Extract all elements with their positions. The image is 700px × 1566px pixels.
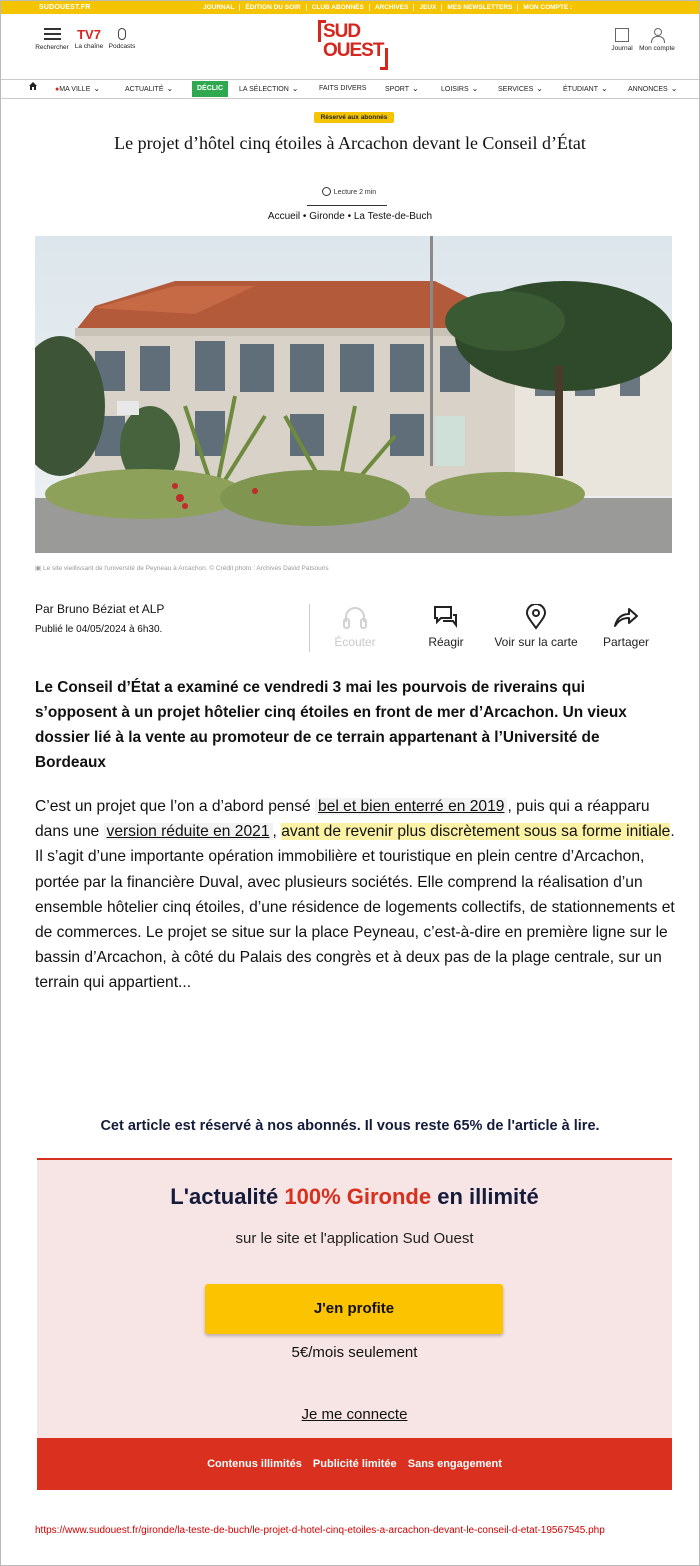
chevron-down-icon: ⌄ [291, 84, 299, 93]
perk-item: Publicité limitée [312, 1458, 397, 1470]
map-label: Voir sur la carte [494, 635, 578, 649]
paywall-box [37, 1158, 672, 1488]
perk-item: Sans engagement [407, 1458, 502, 1470]
publish-date: Publié le 04/05/2024 à 6h30. [35, 624, 163, 635]
user-icon [650, 28, 664, 42]
nav-declic[interactable]: DÉCLIC [192, 81, 228, 97]
top-link-edition-du-soir[interactable]: ÉDITION DU SOIR [239, 4, 305, 11]
podcasts-button[interactable] [105, 28, 139, 50]
nav-label: ACTUALITÉ [125, 86, 164, 93]
chevron-down-icon: ⌄ [471, 84, 479, 93]
search-menu-button[interactable] [34, 28, 70, 51]
nav-label: SERVICES [498, 86, 534, 93]
nav-label: LOISIRS [441, 86, 469, 93]
home-icon[interactable] [28, 80, 38, 98]
logo-line-sud: SUD [323, 21, 361, 42]
logo-line-ouest: OUEST [323, 40, 384, 61]
chat-bubbles-icon [422, 604, 470, 630]
tv7-button[interactable] [71, 27, 107, 50]
top-link-jeux[interactable]: JEUX [413, 4, 441, 11]
journal-button[interactable] [607, 28, 637, 52]
newspaper-icon [615, 28, 629, 42]
nav-ma-ville[interactable] [55, 80, 100, 98]
top-link-club-abonnes[interactable]: CLUB ABONNÉS [306, 4, 369, 11]
top-link-newsletters[interactable]: MES NEWSLETTERS [441, 4, 517, 11]
chevron-down-icon: ⌄ [166, 84, 174, 93]
tv7-label: La chaîne [74, 43, 104, 50]
paywall-title-part: L'actualité [170, 1184, 279, 1209]
chevron-down-icon: ⌄ [601, 84, 608, 93]
share-button[interactable] [598, 604, 654, 649]
logo-bracket-left [318, 20, 321, 42]
podcasts-label: Podcasts [108, 43, 136, 50]
nav-label: ÉTUDIANT [563, 86, 598, 93]
nav-etudiant[interactable] [563, 80, 608, 98]
article-photo [35, 236, 672, 553]
read-time-label: Lecture 2 min [333, 189, 377, 196]
map-pin-icon [488, 604, 584, 630]
chevron-down-icon: ⌄ [536, 84, 543, 93]
top-link-journal[interactable]: JOURNAL [203, 4, 235, 11]
article-body [35, 794, 675, 996]
journal-label: Journal [611, 45, 633, 52]
react-label: Réagir [428, 635, 464, 649]
chevron-down-icon: ⌄ [93, 84, 101, 93]
read-time-divider [307, 205, 387, 206]
nav-sport[interactable] [385, 80, 419, 98]
map-button[interactable] [488, 604, 584, 649]
paywall-title-part: en illimité [437, 1184, 539, 1209]
photo-caption-text: Le site vieillissant de l'université de Peyneau à Arcachon. © Crédit photo : Archives David Patsouris [42, 565, 329, 572]
paywall-perks [37, 1438, 672, 1490]
perk-item: Contenus illimités [207, 1458, 302, 1470]
body-text: , [272, 823, 277, 841]
hamburger-menu-icon [44, 28, 61, 40]
search-label: Rechercher [35, 44, 69, 51]
body-text: C’est un projet que l’on a d’abord pensé [35, 798, 311, 815]
read-time [310, 187, 388, 196]
site-header [1, 14, 699, 79]
main-nav [1, 79, 699, 99]
link-version-reduite-2021[interactable]: version réduite en 2021 [104, 823, 273, 840]
clock-icon [322, 187, 331, 196]
top-links [198, 1, 577, 14]
article-lead: Le Conseil d’État a examiné ce vendredi 3 mai les pourvois de riverains qui s’opposent à un projet hôtelier cinq étoiles en front de mer d’Arcachon. Un vieux dossier lié à la vente au promoteur de ce terrain appartenant à l’Université de Bordeaux [35, 679, 627, 771]
page-url: https://www.sudouest.fr/gironde/la-teste-de-buch/le-projet-d-hotel-cinq-etoiles-a-arcachon-devant-le-conseil-d-etat-19567545.php [35, 1525, 605, 1536]
nav-services[interactable] [498, 80, 543, 98]
microphone-icon [118, 28, 126, 40]
nav-faits-divers[interactable]: FAITS DIVERS [319, 85, 367, 92]
photo-caption [35, 564, 329, 572]
camera-icon: ▣ [35, 565, 43, 572]
share-label: Partager [602, 635, 650, 649]
chevron-down-icon: ⌄ [670, 84, 678, 93]
account-label: Mon compte [639, 45, 675, 52]
login-link[interactable]: Je me connecte [301, 1406, 408, 1423]
subscribe-button[interactable]: J'en profite [205, 1284, 503, 1334]
sud-ouest-logo[interactable] [318, 20, 388, 72]
nav-label: MA VILLE [59, 86, 91, 93]
site-brand-link[interactable]: SUDOUEST.FR [39, 4, 91, 11]
listen-label: Écouter [334, 635, 376, 649]
body-text: , puis qui a réapparu dans une [35, 798, 650, 841]
nav-annonces[interactable] [628, 80, 677, 98]
top-link-archives[interactable]: ARCHIVES [369, 4, 414, 11]
headphones-icon [330, 604, 380, 630]
link-enterre-2019[interactable]: bel et bien enterré en 2019 [315, 798, 507, 815]
article-title: Le projet d’hôtel cinq étoiles à Arcachon devant le Conseil d’État [114, 133, 586, 153]
logo-bracket-right-bottom [380, 67, 388, 70]
react-button[interactable] [422, 604, 470, 649]
nav-label: LA SÉLECTION [239, 86, 289, 93]
chevron-down-icon: ⌄ [412, 84, 419, 93]
nav-label: ANNONCES [628, 86, 668, 93]
top-bar [1, 1, 699, 14]
paywall-subtitle: sur le site et l'application Sud Ouest [235, 1230, 474, 1247]
nav-label: SPORT [385, 86, 409, 93]
action-divider [309, 604, 310, 652]
body-text: . Il s’agit d’une importante opération immobilière et touristique en plein centre d’Arcachon, portée par la financière Duval, avec plusieurs sociétés. Elle comprend la réalisation d’un ensemble hôtelier cinq étoiles, d’une résidence de logements collectifs, de stationnements et de commerces. Le projet se situe sur la place Peyneau, c’est-à-dire en première ligne sur le bassin d’Arcachon, à côté du Palais des congrès et à deux pas de la plage centrale, sur un terrain qui appartient... [35, 823, 675, 992]
listen-button[interactable] [330, 604, 380, 649]
nav-actualite[interactable] [125, 80, 173, 98]
nav-loisirs[interactable] [441, 80, 478, 98]
top-link-mon-compte[interactable]: MON COMPTE : [517, 4, 577, 11]
byline: Par Bruno Béziat et ALP [35, 602, 165, 616]
paywall-price: 5€/mois seulement [291, 1344, 418, 1361]
nav-la-selection[interactable] [239, 80, 299, 98]
paywall-note: Cet article est réservé à nos abonnés. Il vous reste 65% de l'article à lire. [100, 1118, 600, 1134]
tv7-logo: TV7 [77, 27, 101, 42]
paywall-title-highlight: 100% Gironde [284, 1184, 432, 1209]
subscriber-badge: Réservé aux abonnés [314, 112, 394, 123]
highlighted-text: avant de revenir plus discrètement sous sa forme initiale [281, 823, 671, 841]
paywall-title [37, 1184, 672, 1210]
breadcrumb[interactable]: Accueil • Gironde • La Teste-de-Buch [267, 211, 433, 222]
account-button[interactable] [637, 28, 677, 52]
share-arrow-icon [598, 604, 654, 630]
location-pin-icon: ● [55, 86, 60, 93]
